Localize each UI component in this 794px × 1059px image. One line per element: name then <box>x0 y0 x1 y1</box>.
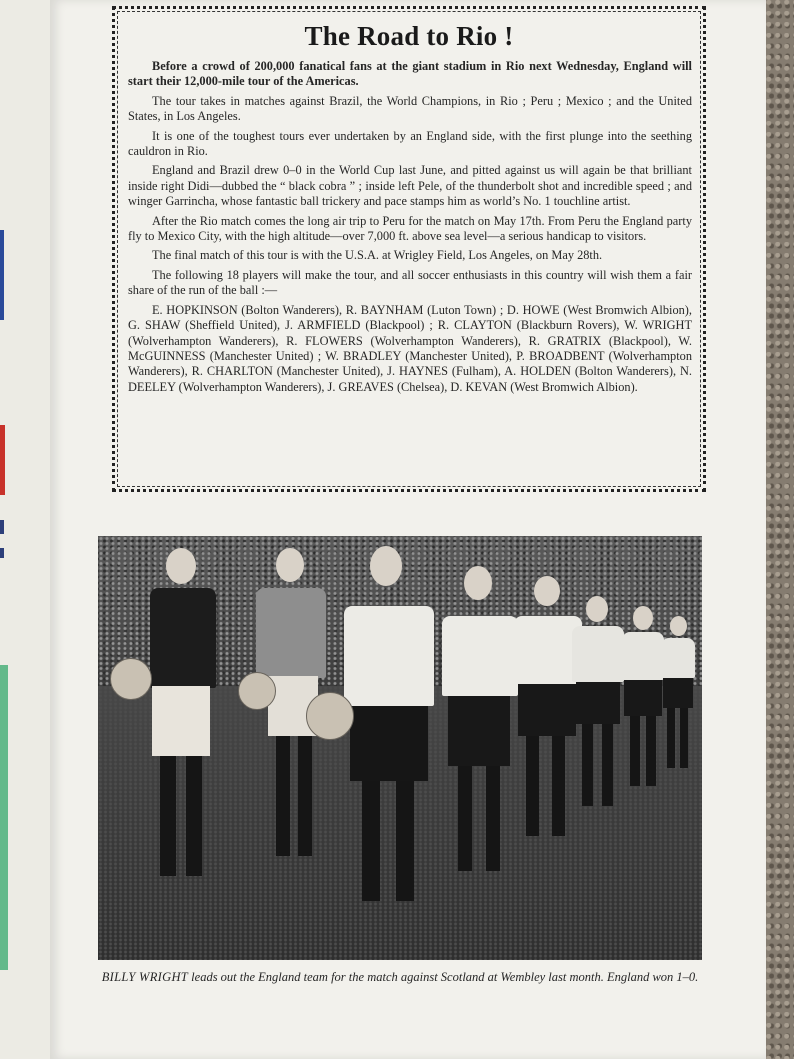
photo-caption <box>98 970 702 985</box>
article-paragraph: It is one of the toughest tours ever undertaken by an England side, with the first plunge into the seething cauldron in Rio. <box>128 128 692 159</box>
previous-page-edge <box>0 0 51 1059</box>
caption-name: BILLY WRIGHT <box>101 970 189 984</box>
article-body <box>120 59 698 395</box>
player-figure <box>334 546 444 936</box>
page-edge-mark <box>0 520 4 534</box>
carpet-background <box>766 0 794 1059</box>
article-paragraph: England and Brazil drew 0–0 in the World Cup last June, and pitted against us will again be that brilliant inside right Didi—dubbed the “ black cobra ” ; inside left Pele, of the thunderbolt shot and incredible speed ; and winger Garrincha, whose fantastic ball trickery and pace stamps him as world’s No. 1 touchline artist. <box>128 163 692 209</box>
article-paragraph: The following 18 players will make the tour, and all soccer enthusiasts in this country will wish them a fair share of the run of the ball :— <box>128 267 692 298</box>
article-paragraph: The final match of this tour is with the U.S.A. at Wrigley Field, Los Angeles, on May 28th. <box>152 248 603 263</box>
player-list: E. HOPKINSON (Bolton Wanderers), R. BAYNHAM (Luton Town) ; D. HOWE (West Bromwich Albion), G. SHAW (Sheffield United), J. ARMFIELD (Blackpool) ; R. CLAYTON (Blackburn Rovers), W. WRIGHT (Wolverhampton Wanderers), R. FLOWERS (Wolverhampton Wanderers), R. GRATRIX (Blackpool), W. McGUINNESS (Manchester United) ; W. BRADLEY (Manchester United), P. BROADBENT (Wolverhampton Wanderers), R. CHARLTON (Manchester United), J. HAYNES (Fulham), A. HOLDEN (Bolton Wanderers), N. DEELEY (Wolverhampton Wanderers), J. GREAVES (Chelsea), D. KEVAN (West Bromwich Albion). <box>128 302 692 394</box>
article-paragraph: The tour takes in matches against Brazil, the World Champions, in Rio ; Peru ; Mexico ; and the United States, in Los Angeles. <box>128 93 692 124</box>
page-edge-green-mark <box>0 665 8 970</box>
article-title: The Road to Rio ! <box>304 21 514 51</box>
article-paragraph: After the Rio match comes the long air trip to Peru for the match on May 17th. From Peru the England party fly to Mexico City, with the high altitude—over 7,000 ft. above sea level—a serious handicap to visitors. <box>128 213 692 244</box>
article-paragraph: Before a crowd of 200,000 fanatical fans at the giant stadium in Rio next Wednesday, England will start their 12,000-mile tour of the Americas. <box>128 59 692 89</box>
player-figure <box>138 548 228 928</box>
team-photo <box>98 536 702 960</box>
page-edge-blue-mark <box>0 230 4 320</box>
football <box>238 672 276 710</box>
article-box <box>112 6 706 492</box>
page-edge-red-mark <box>0 425 5 495</box>
caption-text: leads out the England team for the match against Scotland at Wembley last month. England won 1–0. <box>188 970 699 984</box>
programme-page <box>50 0 766 1059</box>
football <box>306 692 354 740</box>
player-figure <box>658 616 698 776</box>
page-edge-mark <box>0 548 4 558</box>
football <box>110 658 152 700</box>
